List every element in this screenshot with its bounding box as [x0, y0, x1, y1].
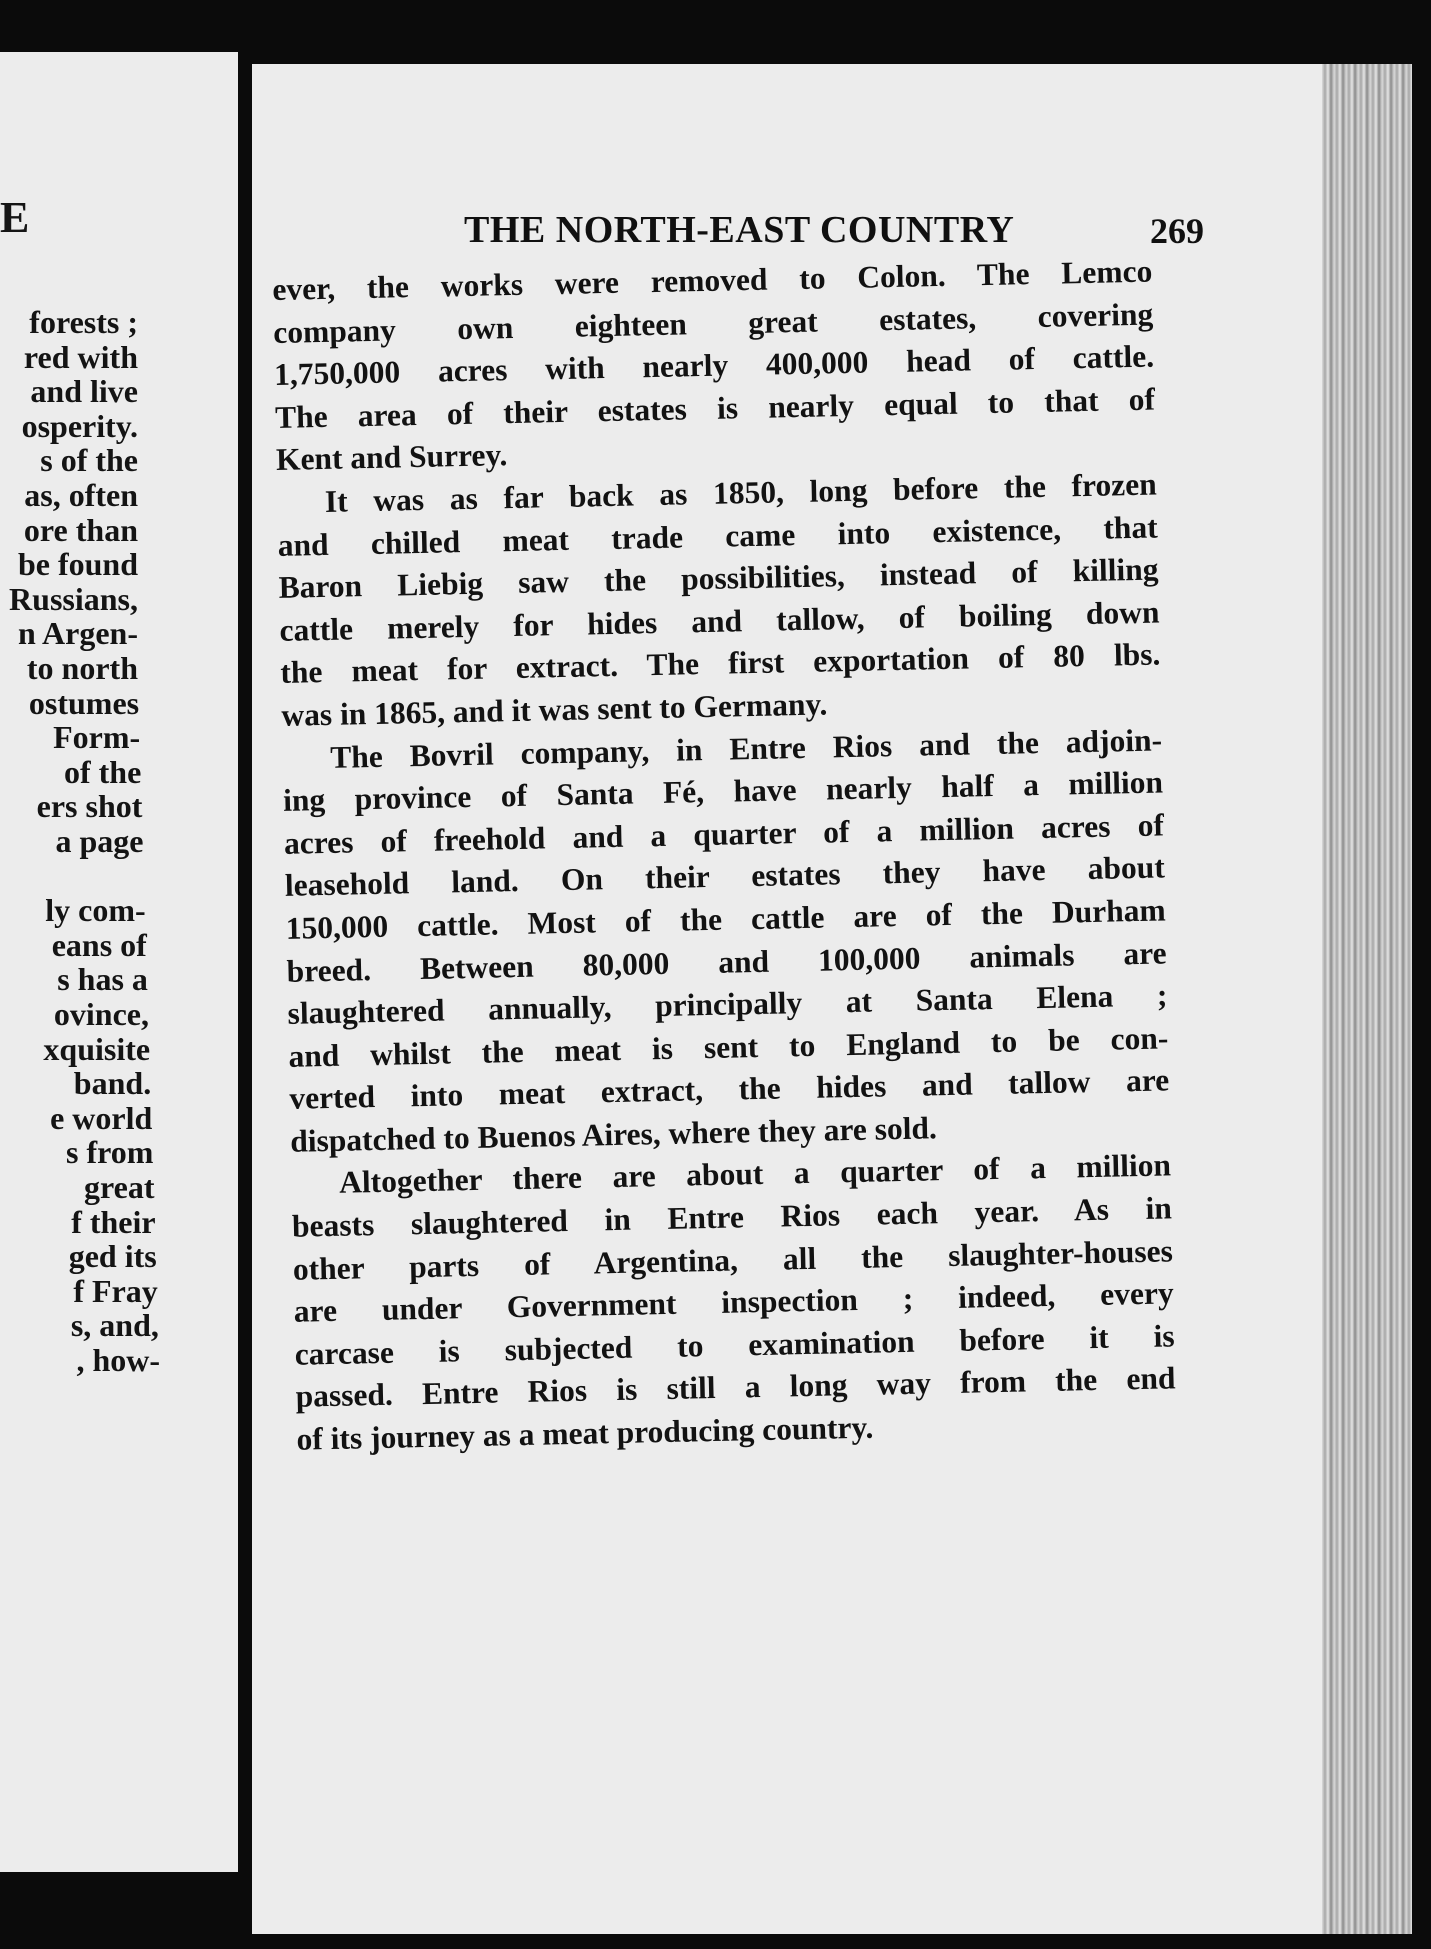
- left-page-line: a page: [55, 823, 144, 859]
- left-page-line: ly com-: [45, 892, 146, 929]
- body-line: company own eighteen great estates, covering: [272, 296, 1154, 350]
- body-line: are under Government inspection ; indeed, every: [293, 1275, 1175, 1330]
- left-page-line: to north: [26, 650, 138, 686]
- body-line: and whilst the meat is sent to England to be con-: [288, 1020, 1169, 1074]
- left-page-line: band.: [73, 1065, 152, 1102]
- left-page-line: s has a: [57, 961, 148, 998]
- left-page-line: Russians,: [9, 580, 138, 617]
- left-page-line: be found: [17, 546, 138, 583]
- left-page-line: xquisite: [43, 1030, 151, 1067]
- body-line: and chilled meat trade came into existence, that: [277, 509, 1158, 563]
- body-line: of its journey as a meat producing country.: [296, 1409, 874, 1457]
- left-page-section-letter: E: [0, 193, 30, 242]
- left-page-line: , how-: [76, 1342, 160, 1378]
- left-page-line: as, often: [24, 477, 138, 513]
- body-line: acres of freehold and a quarter of a million acres of: [283, 807, 1165, 861]
- left-page-line: Form-: [53, 719, 141, 756]
- page-number: 269: [1150, 211, 1204, 251]
- page-edge-shadow: [1322, 64, 1412, 1934]
- body-line: 1,750,000 acres with nearly 400,000 head of cattle.: [273, 338, 1155, 393]
- left-page-line: ovince,: [53, 996, 149, 1032]
- running-title: THE NORTH-EAST COUNTRY: [464, 209, 1015, 251]
- left-page-line: f Fray: [73, 1272, 158, 1309]
- left-page-line: of the: [63, 753, 142, 790]
- body-line: passed. Entre Rios is still a long way from the end: [295, 1360, 1176, 1415]
- body-line: It was as far back as 1850, long before the frozen: [324, 466, 1158, 519]
- left-page-line: and live: [30, 373, 138, 410]
- body-line: The Bovril company, in Entre Rios and the adjoin-: [329, 721, 1163, 775]
- book-gutter: [238, 60, 252, 1860]
- body-line: slaughtered annually, principally at Santa Elena ;: [287, 977, 1168, 1031]
- left-page-line: red with: [23, 338, 138, 375]
- body-line: leasehold land. On their estates they have about: [284, 849, 1166, 904]
- body-line: carcase is subjected to examination before it is: [294, 1318, 1175, 1372]
- left-page-line: n Argen-: [18, 615, 138, 652]
- body-line: cattle merely for hides and tallow, of boiling down: [279, 594, 1160, 648]
- body-line: the meat for extract. The first exportation of 80 lbs.: [280, 636, 1161, 691]
- left-page-line: e world: [50, 1099, 153, 1136]
- left-page-line: s from: [66, 1134, 154, 1171]
- body-line: verted into meat extract, the hides and tallow are: [289, 1062, 1170, 1117]
- left-page-line: ore than: [23, 511, 138, 548]
- body-line: Baron Liebig saw the possibilities, instead of killing: [278, 551, 1159, 606]
- body-text: [272, 251, 1177, 1462]
- body-line: beasts slaughtered in Entre Rios each year. As in: [291, 1190, 1173, 1244]
- body-line: 150,000 cattle. Most of the cattle are of the Durham: [285, 892, 1166, 946]
- body-line: other parts of Argentina, all the slaughter-houses: [292, 1233, 1174, 1287]
- left-page-line: s of the: [40, 442, 138, 479]
- left-page-line: forests ;: [29, 304, 138, 340]
- body-line: was in 1865, and it was sent to Germany.: [280, 686, 828, 733]
- left-page-line: ers shot: [36, 788, 143, 825]
- left-page-line: f their: [71, 1203, 156, 1240]
- left-page-line: ostumes: [28, 684, 140, 721]
- body-line: The area of their estates is nearly equal to that of: [274, 381, 1156, 435]
- left-page: [0, 52, 238, 1872]
- left-page-line: s, and,: [70, 1307, 159, 1344]
- left-page-line: eans of: [51, 926, 147, 963]
- right-page: [252, 64, 1412, 1934]
- body-line: ing province of Santa Fé, have nearly half a million: [282, 764, 1164, 819]
- left-page-line: osperity.: [21, 407, 138, 444]
- body-line: ever, the works were removed to Colon. The Lemco: [272, 253, 1153, 307]
- body-line: dispatched to Buenos Aires, where they are sold.: [289, 1110, 938, 1159]
- body-line: Kent and Surrey.: [275, 437, 508, 478]
- body-line: Altogether there are about a quarter of a million: [338, 1147, 1172, 1201]
- left-page-line: great: [84, 1169, 155, 1205]
- left-page-line: ged its: [68, 1238, 157, 1275]
- body-line: breed. Between 80,000 and 100,000 animals are: [286, 934, 1167, 989]
